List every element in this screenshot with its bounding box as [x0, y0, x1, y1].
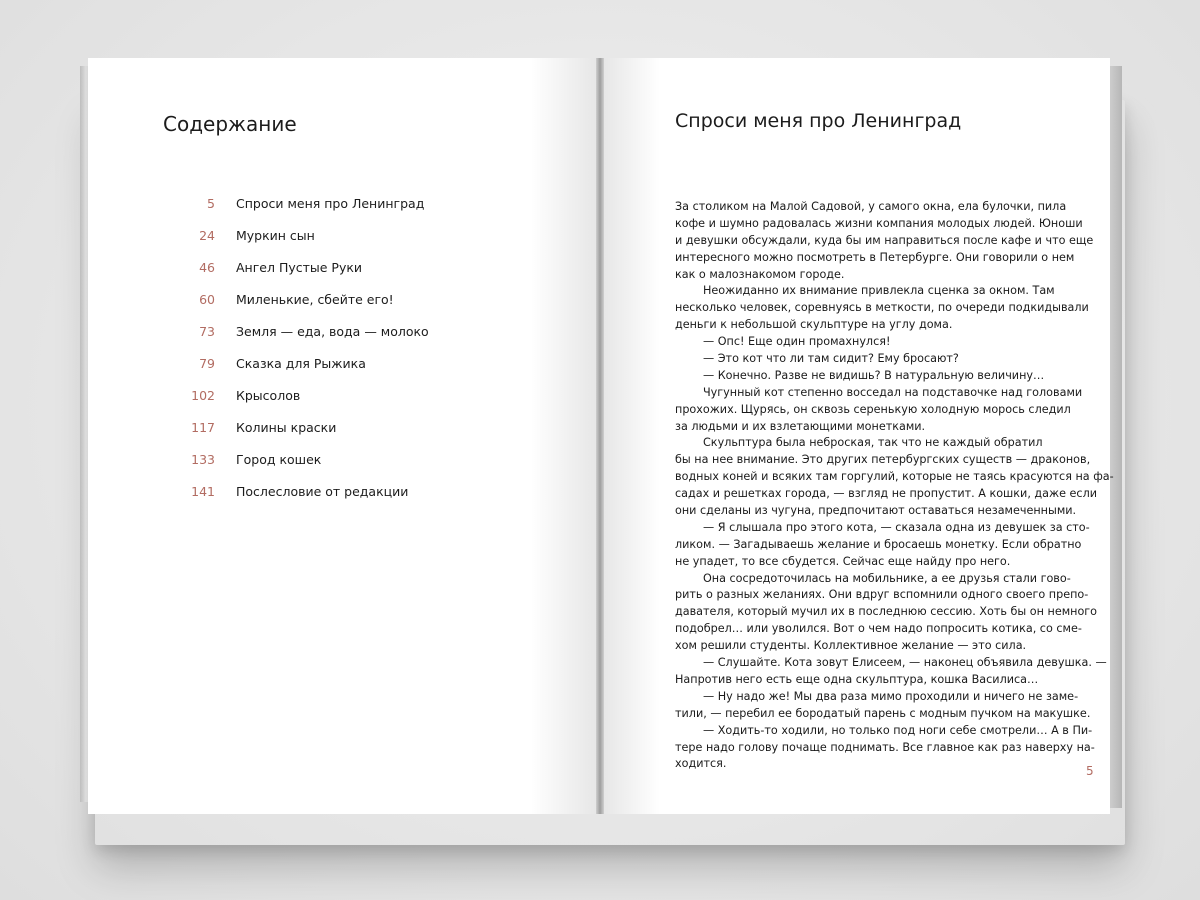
text-line: садах и решетках города, — взгляд не пропустит. А кошки, даже если [675, 487, 1097, 501]
toc-page-number: 73 [199, 324, 215, 339]
toc-item [88, 452, 600, 484]
text-line: интересного можно посмотреть в Петербурге. Они говорили о нем [675, 250, 1075, 264]
text-line: — Ходить-то ходили, но только под ноги себе смотрели… А в Пи- [703, 723, 1093, 737]
toc-page-number: 60 [199, 292, 215, 307]
text-line: — Это кот что ли там сидит? Ему бросают? [703, 352, 959, 366]
text-line: Она сосредоточилась на мобильнике, а ее друзья стали гово- [703, 571, 1071, 585]
text-line: несколько человек, соревнуясь в меткости, по очереди подкидывали [675, 301, 1089, 315]
text-line: они сделаны из чугуна, предпочитают оставаться незамеченными. [675, 504, 1077, 518]
text-line: и девушки обсуждали, куда бы им направиться после кафе и что еще [675, 233, 1094, 247]
text-line: деньги к небольшой скульптуре на углу дома. [675, 318, 953, 332]
text-line: давателя, который мучил их в последнюю сессию. Хоть бы он немного [675, 605, 1098, 619]
chapter-text [675, 199, 1114, 773]
toc-item [88, 356, 600, 388]
toc-chapter-title: Колины краски [236, 420, 337, 435]
toc-chapter-title: Сказка для Рыжика [236, 356, 366, 371]
text-line: кофе и шумно радовалась жизни компания молодых людей. Юноши [675, 216, 1083, 230]
text-line: тере надо голову почаще поднимать. Все главное как раз наверху на- [675, 740, 1095, 754]
text-line: не упадет, то все сбудется. Сейчас еще найду про него. [675, 554, 1011, 568]
toc-page-number: 79 [199, 356, 215, 371]
toc-page-number: 133 [191, 452, 215, 467]
toc-page-number: 117 [191, 420, 215, 435]
text-line: За столиком на Малой Садовой, у самого окна, ела булочки, пила [675, 200, 1067, 213]
toc-page-number: 24 [199, 228, 215, 243]
text-line: ходится. [675, 757, 727, 771]
text-line: водных коней и всяких там горгулий, которые не таясь красуются на фа- [675, 470, 1114, 484]
text-line: хом решили студенты. Коллективное желание — это сила. [675, 639, 1027, 653]
toc-chapter-title: Миленькие, сбейте его! [236, 292, 394, 307]
table-of-contents [88, 196, 600, 516]
toc-item [88, 420, 600, 452]
toc-chapter-title: Город кошек [236, 452, 322, 467]
right-page [600, 58, 1114, 814]
text-line: — Я слышала про этого кота, — сказала одна из девушек за сто- [703, 520, 1090, 534]
page-number: 5 [1086, 764, 1094, 778]
text-line: прохожих. Щурясь, он сквозь серенькую холодную морось следил [675, 402, 1071, 416]
chapter-title: Спроси меня про Ленинград [675, 110, 962, 132]
toc-item [88, 260, 600, 292]
text-line: — Слушайте. Кота зовут Елисеем, — наконец объявила девушка. — [703, 656, 1107, 670]
toc-item [88, 388, 600, 420]
toc-chapter-title: Спроси меня про Ленинград [236, 196, 425, 211]
text-line: Напротив него есть еще одна скульптура, кошка Василиса… [675, 672, 1039, 686]
text-line: за людьми и их взлетающими монетками. [675, 419, 926, 433]
text-line: — Ну надо же! Мы два раза мимо проходили и ничего не заме- [703, 689, 1079, 703]
toc-item [88, 484, 600, 516]
text-line: Скульптура была неброская, так что не каждый обратил [703, 436, 1043, 450]
toc-item [88, 228, 600, 260]
toc-chapter-title: Ангел Пустые Руки [236, 260, 363, 275]
toc-chapter-title: Послесловие от редакции [236, 484, 409, 499]
text-line: ликом. — Загадываешь желание и бросаешь монетку. Если обратно [675, 537, 1082, 551]
book-spine [596, 58, 604, 814]
text-line: рить о разных желаниях. Они вдруг вспомнили одного своего препо- [675, 588, 1089, 602]
text-line: как о малознакомом городе. [675, 267, 845, 281]
text-line: — Конечно. Разве не видишь? В натуральную величину… [703, 368, 1045, 382]
text-line: подобрел… или уволился. Вот о чем надо попросить котика, со сме- [675, 622, 1082, 636]
toc-page-number: 5 [207, 196, 215, 211]
text-line: тили, — перебил ее бородатый парень с модным пучком на макушке. [675, 706, 1091, 720]
toc-page-number: 102 [191, 388, 215, 403]
toc-chapter-title: Крысолов [236, 388, 301, 403]
toc-page-number: 46 [199, 260, 215, 275]
text-line: — Опс! Еще один промахнулся! [703, 335, 891, 349]
toc-item [88, 292, 600, 324]
text-line: Неожиданно их внимание привлекла сценка за окном. Там [703, 284, 1055, 298]
toc-chapter-title: Земля — еда, вода — молоко [236, 324, 429, 339]
text-line: бы на нее внимание. Это других петербургских существ — драконов, [675, 453, 1091, 467]
toc-item [88, 196, 600, 228]
toc-item [88, 324, 600, 356]
toc-page-number: 141 [191, 484, 215, 499]
contents-title: Содержание [163, 112, 297, 136]
text-line: Чугунный кот степенно восседал на подставочке над головами [703, 385, 1083, 399]
gutter-shade [600, 58, 660, 814]
toc-chapter-title: Муркин сын [236, 228, 315, 243]
left-page [88, 58, 600, 814]
